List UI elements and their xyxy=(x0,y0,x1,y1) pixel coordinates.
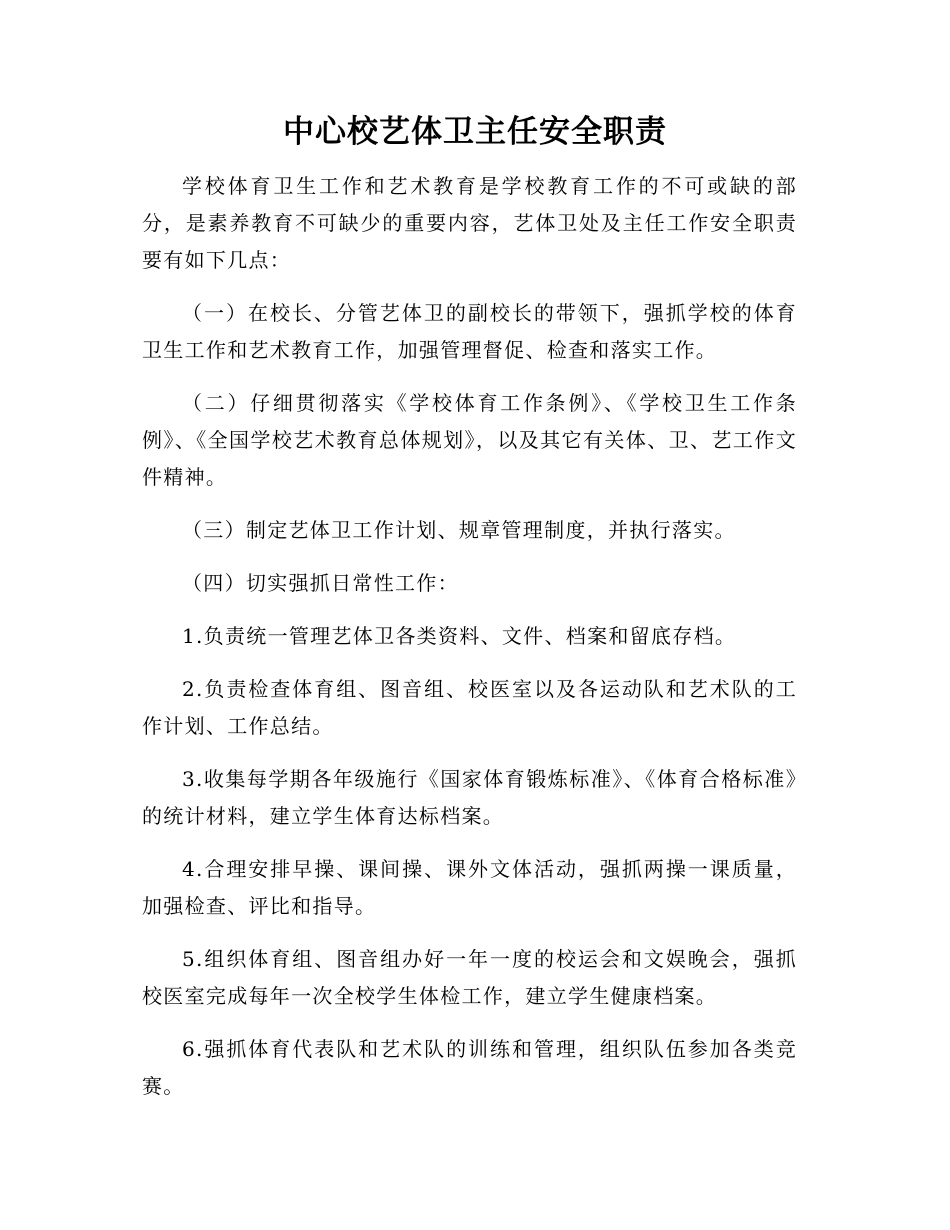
paragraph-intro: 学校体育卫生工作和艺术教育是学校教育工作的不可或缺的部分，是素养教育不可缺少的重要内容，艺体卫处及主任工作安全职责要有如下几点： xyxy=(142,174,797,272)
document-title: 中心校艺体卫主任安全职责 xyxy=(283,114,667,150)
paragraph-subitem-1: 1.负责统一管理艺体卫各类资料、文件、档案和留底存档。 xyxy=(182,624,737,648)
paragraph-item-2: （二）仔细贯彻落实《学校体育工作条例》、《学校卫生工作条例》、《全国学校艺术教育总体规划》，以及其它有关体、卫、艺工作文件精神。 xyxy=(142,391,797,489)
document-body xyxy=(142,168,797,1121)
paragraph-item-4: （四）切实强抓日常性工作： xyxy=(182,571,459,595)
paragraph-item-3: （三）制定艺体卫工作计划、规章管理制度，并执行落实。 xyxy=(182,518,736,542)
paragraph-subitem-5: 5.组织体育组、图音组办好一年一度的校运会和文娱晚会，强抓校医室完成每年一次全校学生体检工作，建立学生健康档案。 xyxy=(142,947,797,1008)
paragraph-subitem-3: 3.收集每学期各年级施行《国家体育锻炼标准》、《体育合格标准》的统计材料，建立学生体育达标档案。 xyxy=(142,767,797,828)
paragraph-item-1: （一）在校长、分管艺体卫的副校长的带领下，强抓学校的体育卫生工作和艺术教育工作，加强管理督促、检查和落实工作。 xyxy=(142,301,797,362)
paragraph-subitem-2: 2.负责检查体育组、图音组、校医室以及各运动队和艺术队的工作计划、工作总结。 xyxy=(142,677,797,738)
paragraph-subitem-6: 6.强抓体育代表队和艺术队的训练和管理，组织队伍参加各类竞赛。 xyxy=(142,1037,797,1098)
paragraph-subitem-4: 4.合理安排早操、课间操、课外文体活动，强抓两操一课质量，加强检查、评比和指导。 xyxy=(142,857,797,918)
